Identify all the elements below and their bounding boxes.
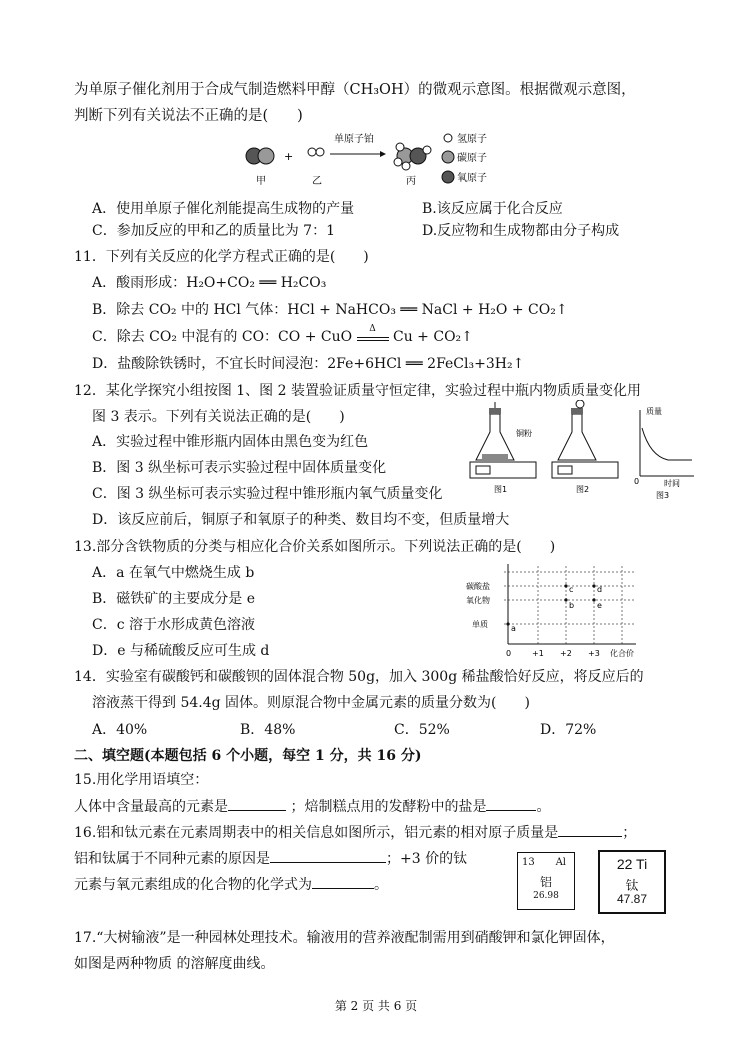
- legend-oxygen: 氧原子: [457, 173, 487, 184]
- element-card-al: [517, 852, 575, 910]
- copper-powder: [482, 454, 508, 459]
- label-jia: 甲: [256, 176, 266, 187]
- q16-line-1: [74, 822, 636, 843]
- q16-l1-text: 16.铝和钛元素在元素周期表中的相关信息如图所示，铝元素的相对原子质量是: [74, 825, 559, 841]
- point-e-dot: [592, 598, 595, 601]
- point-b-label: b: [569, 601, 575, 610]
- stopper-1: [489, 408, 501, 414]
- heat-symbol: Δ: [369, 324, 376, 334]
- fig3-caption: 图3: [656, 491, 670, 500]
- q10-option-c: C．参加反应的甲和乙的质量比为 7：1: [92, 223, 335, 239]
- carbon-atom-icon: [258, 148, 274, 164]
- q11-c-pre: C．除去 CO₂ 中混有的 CO：CO + CuO: [92, 329, 353, 345]
- row-carbonate: 碳酸盐: [466, 582, 490, 591]
- point-b-dot: [564, 598, 567, 601]
- q14-option-b: B．48%: [240, 722, 296, 738]
- q12-option-d: D．该反应前后，铜原子和氧原子的种类、数目均不变，但质量增大: [92, 512, 510, 528]
- col-plus1: +1: [532, 649, 544, 658]
- col-0: 0: [506, 649, 512, 658]
- q12-option-b: B．图 3 纵坐标可表示实验过程中固体质量变化: [92, 460, 387, 476]
- q12-stem-2: 图 3 表示。下列有关说法正确的是( ): [92, 409, 345, 425]
- arrow-label: 单原子铂: [334, 134, 374, 145]
- q15-part-3: 。: [536, 799, 551, 815]
- q13-option-a: A．a 在氧气中燃烧生成 b: [92, 565, 255, 581]
- row-element: 单质: [472, 620, 488, 629]
- q17-line-1: 17.“大树输液”是一种园林处理技术。输液用的营养液配制需用到硝酸钾和氯化钾固体，: [74, 930, 615, 946]
- q16-l2-end: ；+3 价的钛: [386, 851, 468, 867]
- q15-part-2: ；焙制糕点用的发酵粉中的盐是: [290, 799, 487, 815]
- al-number: 13: [522, 857, 535, 868]
- iron-valence-chart-svg: [464, 562, 640, 664]
- q10-option-a: A．使用单原子催化剂能提高生成物的产量: [92, 201, 355, 217]
- q15-part-1: 人体中含量最高的元素是: [74, 799, 228, 815]
- flask-1-icon: [476, 414, 514, 460]
- col-plus3: +3: [588, 649, 600, 658]
- q16-l3-text: 元素与氧元素组成的化合物的化学式为: [74, 877, 312, 893]
- q11-option-c: [92, 324, 473, 347]
- ti-number: 22: [616, 856, 633, 872]
- reaction-diagram-svg: [240, 130, 510, 192]
- axis-label-valence: 化合价: [610, 649, 634, 658]
- fig3-curve: [642, 428, 692, 460]
- q14-stem-1: 14．实验室有碳酸钙和碳酸钡的固体混合物 50g，加入 300g 稀盐酸恰好反应，将反应后的: [74, 669, 644, 685]
- scale-display-1: [476, 466, 490, 474]
- scale-display-2: [558, 466, 572, 474]
- q16-l1-end: ；: [622, 825, 637, 841]
- al-name: 铝: [539, 875, 552, 889]
- al-symbol: Al: [555, 857, 566, 868]
- q15-blank-2[interactable]: [486, 796, 536, 811]
- q12-figures-svg: [468, 400, 698, 502]
- q16-l3-end: 。: [374, 877, 388, 893]
- point-d-label: d: [597, 585, 603, 594]
- q16-blank-1[interactable]: [558, 822, 622, 837]
- q12-figures: [468, 400, 698, 502]
- point-d-dot: [592, 584, 595, 587]
- q14-option-a: A．40%: [92, 722, 148, 738]
- legend-oxygen-icon: [442, 171, 454, 183]
- q16-blank-3[interactable]: [312, 874, 374, 889]
- fig1-caption: 图1: [494, 485, 508, 494]
- col-plus2: +2: [560, 649, 572, 658]
- q11-option-b: B．除去 CO₂ 中的 HCl 气体：HCl + NaHCO₃ ══ NaCl + H₂O + CO₂↑: [92, 302, 568, 318]
- legend-hydrogen-icon: [444, 134, 452, 142]
- fig3-origin: 0: [634, 477, 640, 486]
- q16-line-2: [74, 848, 467, 869]
- q14-option-d: D．72%: [540, 722, 597, 738]
- ti-symbol: Ti: [636, 856, 648, 872]
- stopper-2: [571, 408, 583, 414]
- q10-option-b: B.该反应属于化合反应: [422, 201, 563, 217]
- iron-valence-chart: [464, 562, 640, 664]
- q17-line-2: 如图是两种物质 的溶解度曲线。: [74, 956, 275, 972]
- q13-option-d: D．e 与稀硫酸反应可生成 d: [92, 643, 270, 659]
- q14-stem-2: 溶液蒸干得到 54.4g 固体。则原混合物中金属元素的质量分数为( ): [92, 695, 530, 711]
- reaction-diagram: [240, 130, 510, 192]
- fig2-caption: 图2: [576, 485, 590, 494]
- intro-line-2: 判断下列有关说法不正确的是( ): [74, 108, 303, 124]
- hydrogen-atom-icon: [316, 148, 324, 156]
- q12-option-c: C．图 3 纵坐标可表示实验过程中锥形瓶内氧气质量变化: [92, 486, 443, 502]
- q16-line-3: [74, 874, 388, 895]
- q15-blank-1[interactable]: [228, 796, 286, 811]
- arrow-head-icon: [380, 151, 386, 157]
- q11-option-a: A．酸雨形成：H₂O+CO₂ ══ H₂CO₃: [92, 275, 327, 291]
- legend-carbon: 碳原子: [457, 153, 487, 164]
- ti-header: [600, 856, 664, 872]
- al-mass: 26.98: [533, 891, 559, 901]
- q11-c-post: Cu + CO₂↑: [393, 329, 473, 345]
- q11-option-d: D．盐酸除铁锈时，不宜长时间浸泡：2Fe+6HCl ══ 2FeCl₃+3H₂↑: [92, 356, 525, 372]
- q13-stem: 13.部分含铁物质的分类与相应化合价关系如图所示。下列说法正确的是( ): [74, 539, 556, 555]
- q15-line: [74, 796, 550, 817]
- label-bing: 丙: [406, 176, 416, 187]
- ti-name: 钛: [625, 879, 639, 894]
- heat-condition: [357, 324, 389, 341]
- element-card-ti: [598, 850, 666, 914]
- intro-line-1: 为单原子催化剂用于合成气制造燃料甲醇（CH₃OH）的微观示意图。根据微观示意图，: [74, 82, 636, 98]
- hydrogen-atom-icon: [308, 148, 316, 156]
- q15-stem: 15.用化学用语填空：: [74, 772, 209, 788]
- label-yi: 乙: [312, 176, 322, 187]
- hydrogen-atom-icon: [402, 162, 410, 170]
- q11-stem: 11．下列有关反应的化学方程式正确的是( ): [74, 249, 369, 265]
- q13-option-b: B．磁铁矿的主要成分是 e: [92, 591, 256, 607]
- q10-option-d: D.反应物和生成物都由分子构成: [422, 223, 620, 239]
- legend-carbon-icon: [442, 151, 454, 163]
- hydrogen-atom-icon: [423, 146, 431, 154]
- section-2-title: 二、填空题(本题包括 6 个小题，每空 1 分，共 16 分): [74, 748, 422, 764]
- page-footer: 第 2 页 共 6 页: [334, 999, 418, 1013]
- q14-option-c: C．52%: [394, 722, 450, 738]
- point-c-label: c: [569, 585, 574, 594]
- balloon-icon: [576, 400, 584, 408]
- hydrogen-atom-icon: [396, 143, 404, 151]
- legend-hydrogen: 氢原子: [457, 134, 487, 145]
- point-e-label: e: [597, 601, 602, 610]
- q16-blank-2[interactable]: [270, 848, 386, 863]
- fig3-y-label: 质量: [646, 407, 662, 416]
- point-a-label: a: [511, 624, 516, 633]
- row-oxide: 氧化物: [466, 596, 490, 605]
- flask-2-icon: [558, 414, 596, 460]
- fig3-x-label: 时间: [664, 479, 680, 488]
- ti-mass: 47.87: [616, 892, 648, 906]
- q16-l2-text: 铝和钛属于不同种元素的原因是: [74, 851, 270, 867]
- point-a-dot: [506, 622, 509, 625]
- plus-sign: +: [284, 150, 294, 163]
- hydrogen-atom-icon: [394, 158, 402, 166]
- q12-stem-1: 12．某化学探究小组按图 1、图 2 装置验证质量守恒定律，实验过程中瓶内物质质量变化用: [74, 383, 641, 399]
- point-c-dot: [564, 584, 567, 587]
- q13-option-c: C．c 溶于水形成黄色溶液: [92, 617, 256, 633]
- label-copper-powder: 铜粉: [516, 429, 532, 438]
- q12-option-a: A．实验过程中锥形瓶内固体由黑色变为红色: [92, 434, 369, 450]
